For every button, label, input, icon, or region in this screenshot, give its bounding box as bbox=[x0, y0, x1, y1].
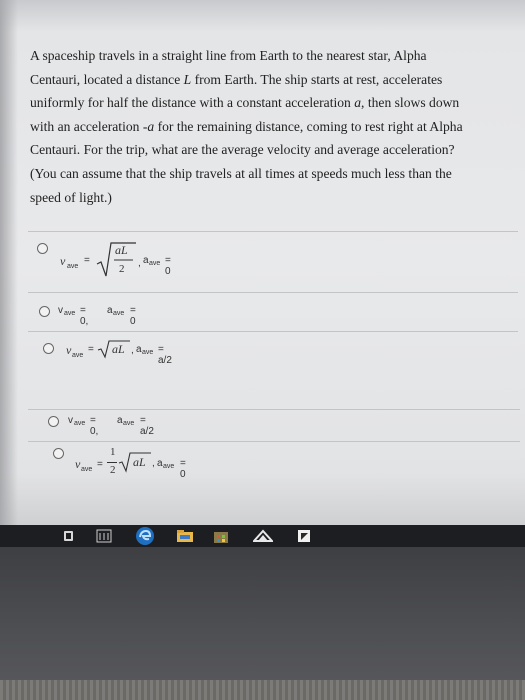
fraction-bar bbox=[107, 462, 117, 463]
separator: , bbox=[152, 458, 155, 469]
a-ave-subscript: ave bbox=[149, 260, 161, 267]
divider bbox=[28, 409, 520, 410]
v-ave-symbol: v bbox=[68, 415, 73, 426]
a-ave-subscript: ave bbox=[113, 310, 125, 317]
keyboard-edge bbox=[0, 680, 525, 700]
equals-sign: = bbox=[97, 459, 103, 470]
laptop-bezel bbox=[0, 547, 525, 700]
question-line-4: with an acceleration -a for the remaining distance, coming to rest right at Alpha bbox=[30, 118, 463, 134]
equals-sign: = bbox=[88, 344, 94, 355]
question-line-2: Centauri, located a distance L from Earth. The ship starts at rest, accelerates bbox=[30, 71, 443, 87]
a-ave-value: = 0 bbox=[130, 305, 136, 327]
taskbar bbox=[0, 525, 525, 547]
a-ave-value: = a/2 bbox=[158, 344, 172, 366]
v-ave-subscript: ave bbox=[81, 466, 93, 473]
radicand: aL bbox=[133, 455, 146, 469]
a-ave-symbol: a bbox=[117, 415, 123, 426]
v-ave-value: = 0, bbox=[90, 415, 99, 437]
a-ave-subscript: ave bbox=[163, 463, 175, 470]
a-ave-subscript: ave bbox=[123, 420, 135, 427]
divider bbox=[28, 231, 518, 232]
v-ave-subscript: ave bbox=[67, 263, 79, 270]
a-ave-symbol: a bbox=[136, 344, 142, 355]
question-line-7: speed of light.) bbox=[30, 189, 112, 205]
question-line-3: uniformly for half the distance with a constant acceleration a, then slows down bbox=[30, 95, 460, 111]
fraction-denominator: 2 bbox=[110, 464, 116, 476]
v-ave-subscript: ave bbox=[64, 310, 76, 317]
a-ave-value: = 0 bbox=[165, 255, 171, 277]
radio-button[interactable] bbox=[39, 306, 50, 317]
a-ave-symbol: a bbox=[107, 305, 113, 316]
a-ave-symbol: a bbox=[157, 458, 163, 469]
question-line-5: Centauri. For the trip, what are the average velocity and average acceleration? bbox=[30, 142, 455, 158]
radio-button[interactable] bbox=[48, 416, 59, 427]
store-icon[interactable] bbox=[213, 529, 229, 543]
radio-button[interactable] bbox=[53, 448, 64, 459]
radio-button[interactable] bbox=[43, 343, 54, 354]
v-ave-subscript: ave bbox=[74, 420, 86, 427]
v-ave-value: = 0, bbox=[80, 305, 89, 327]
task-view-icon[interactable] bbox=[63, 529, 75, 543]
question-line-6: (You can assume that the ship travels at all times at speeds much less than the bbox=[30, 165, 452, 181]
mail-icon[interactable] bbox=[253, 529, 273, 543]
v-ave-subscript: ave bbox=[72, 352, 84, 359]
v-ave-symbol: v bbox=[58, 305, 63, 316]
cortana-icon[interactable] bbox=[96, 529, 112, 543]
a-ave-subscript: ave bbox=[142, 349, 154, 356]
divider bbox=[28, 292, 518, 293]
a-ave-symbol: a bbox=[143, 255, 149, 266]
v-ave-symbol: v bbox=[75, 457, 81, 471]
v-ave-symbol: v bbox=[60, 254, 66, 268]
v-ave-symbol: v bbox=[66, 343, 72, 357]
screen-shade bbox=[0, 0, 18, 525]
fraction-numerator: aL bbox=[115, 243, 128, 257]
divider bbox=[28, 331, 518, 332]
fraction-denominator: 2 bbox=[119, 263, 125, 275]
separator: , bbox=[138, 258, 141, 269]
question-line-1: A spaceship travels in a straight line from Earth to the nearest star, Alpha bbox=[30, 48, 427, 63]
a-ave-value: = a/2 bbox=[140, 415, 154, 437]
edge-icon[interactable] bbox=[135, 526, 155, 546]
radicand: aL bbox=[112, 342, 125, 356]
a-ave-value: = 0 bbox=[180, 458, 186, 480]
divider bbox=[28, 441, 520, 442]
separator: , bbox=[131, 345, 134, 356]
app-icon[interactable] bbox=[297, 529, 311, 543]
file-explorer-icon[interactable] bbox=[176, 529, 194, 543]
equals-sign: = bbox=[84, 255, 90, 266]
radio-button[interactable] bbox=[37, 243, 48, 254]
question-text bbox=[30, 44, 508, 209]
fraction-numerator: 1 bbox=[110, 446, 116, 458]
